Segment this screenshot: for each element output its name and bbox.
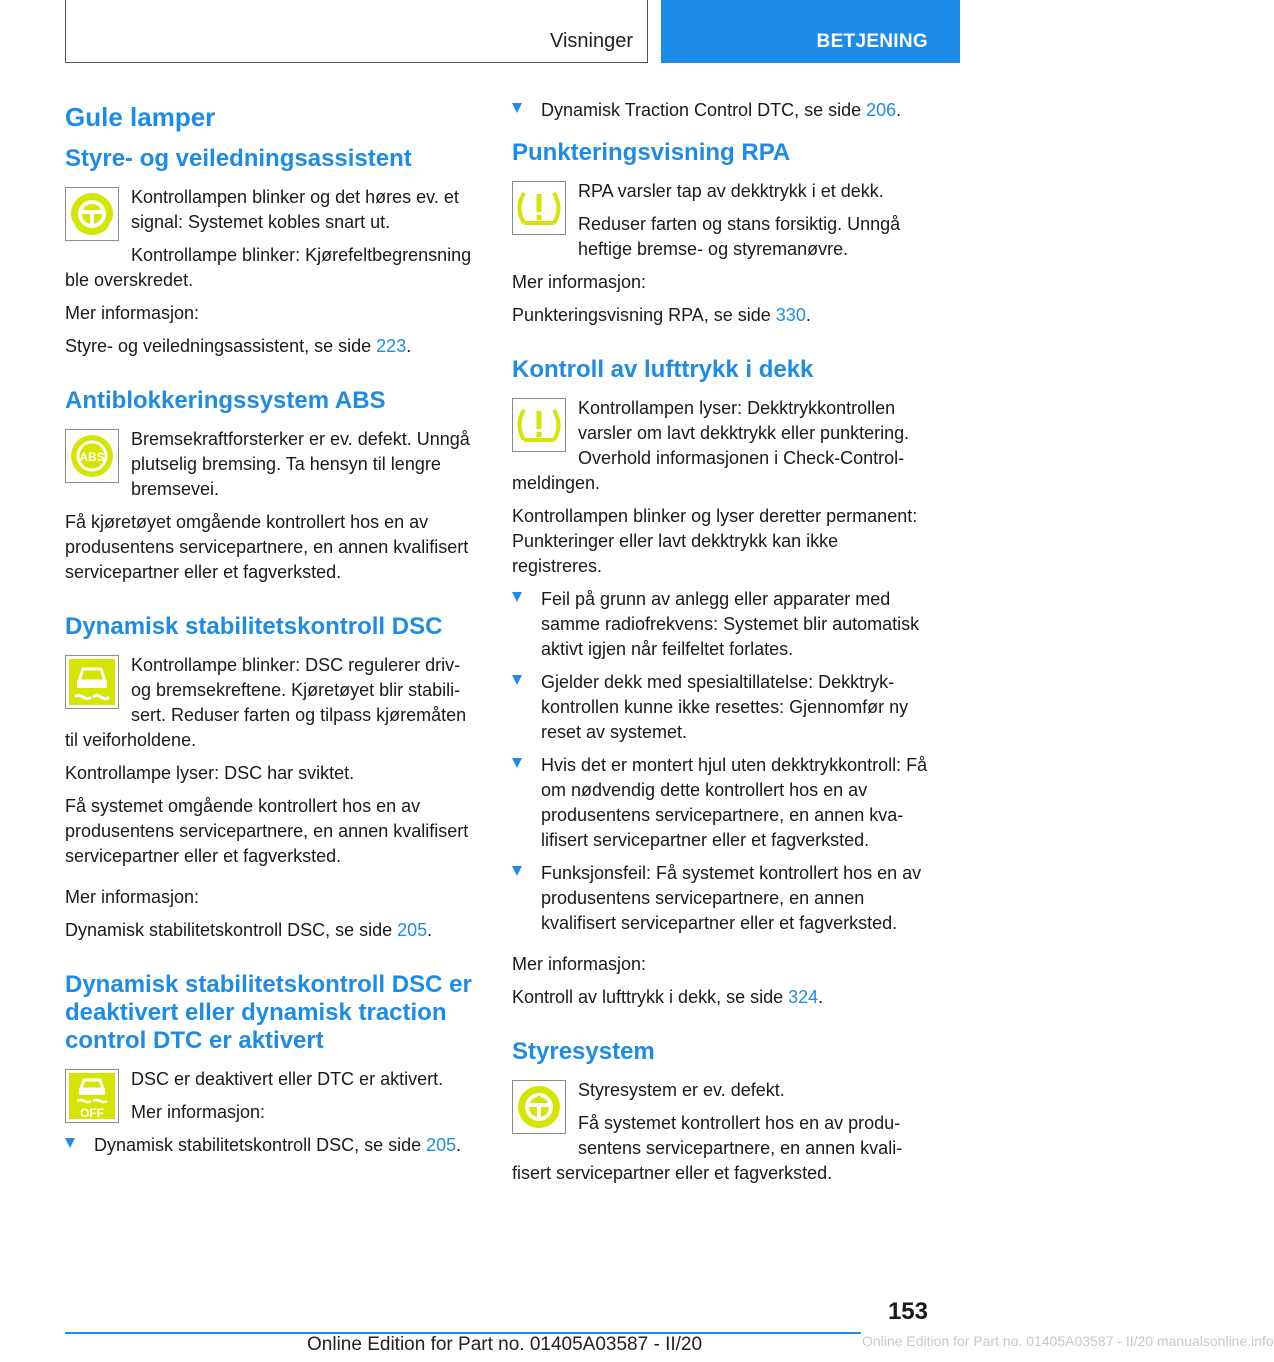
footer-edition: Online Edition for Part no. 01405A03587 - II/20 xyxy=(307,1334,703,1355)
section-heading: Dynamisk stabilitetskontroll DSC er deaktivert eller dynamisk traction control DTC er aktivert xyxy=(65,971,472,1054)
page-link[interactable]: 330 xyxy=(775,305,806,325)
section-heading: Kontroll av lufttrykk i dekk xyxy=(512,356,814,383)
paragraph: Kontrollampe lyser: DSC har sviktet. xyxy=(65,763,355,783)
right-column xyxy=(512,98,928,1214)
paragraph: RPA varsler tap av dekktrykk i et dekk. xyxy=(578,181,884,201)
section-dsc-off xyxy=(65,971,480,1158)
paragraph: Kontrollampe blinker: DSC regulerer driv- og bremsekreftene. Kjøretøyet blir stabilisert. Reduser farten og tilpass kjøremåten til veiforholdene. xyxy=(65,655,467,750)
steering-assist-icon xyxy=(65,187,119,241)
paragraph: Mer informasjon: xyxy=(512,272,647,292)
triangle-bullet-icon xyxy=(65,1138,75,1148)
paragraph: Få kjøretøyet omgående kontrollert hos en av produsentens servicepartnere, en annen kvalifisert servicepartner eller et fagverksted. xyxy=(65,512,469,582)
footer-watermark: Online Edition for Part no. 01405A03587 - II/20 manualsonline.info xyxy=(862,1333,1274,1349)
section-heading: Styre- og veiledningsassistent xyxy=(65,145,412,172)
triangle-bullet-icon xyxy=(512,592,522,602)
section-steering-assist xyxy=(65,145,480,359)
triangle-bullet-icon xyxy=(512,103,522,113)
header-visninger: Visninger xyxy=(549,30,633,52)
paragraph: Kontrollampen blinker og det høres ev. et signal: Systemet kobles snart ut. xyxy=(131,187,459,232)
paragraph: Mer informasjon: xyxy=(131,1102,266,1122)
paragraph: Kontrollampen lyser: Dekktrykkontrollen varsler om lavt dekktrykk eller punktering. Overhold informasjonen i Check-Control-meldingen. xyxy=(512,398,910,493)
left-column xyxy=(65,98,480,1186)
page-link[interactable]: 324 xyxy=(788,987,819,1007)
steering-icon xyxy=(512,1080,566,1134)
list-item: Funksjonsfeil: Få systemet kontrollert hos en av produsentens servicepartnere, en annen kvalifisert servicepartner eller et fagverksted. xyxy=(512,861,928,936)
list-item: Gjelder dekk med spesialtillatelse: Dekktrykkontrollen kunne ikke resettes: Gjennomfør ny reset av systemet. xyxy=(512,670,928,745)
section-abs xyxy=(65,387,480,585)
page-link[interactable]: 206 xyxy=(866,100,897,120)
section-tab xyxy=(661,0,960,63)
svg-text:ABS: ABS xyxy=(79,450,105,464)
list-item: Dynamisk Traction Control DTC, se side 206. xyxy=(512,98,928,123)
reference-list xyxy=(65,1133,480,1158)
tire-pressure-icon xyxy=(512,398,566,452)
paragraph: Få systemet kontrollert hos en av produsentens servicepartnere, en annen kvalifisert servicepartner eller et fagverksted. xyxy=(512,1113,903,1183)
paragraph: Styresystem er ev. defekt. xyxy=(578,1080,785,1100)
paragraph: DSC er deaktivert eller DTC er aktivert. xyxy=(131,1069,444,1089)
section-dsc xyxy=(65,613,480,943)
paragraph: Bremsekraftforsterker er ev. defekt. Unngå plutselig bremsing. Ta hensyn til lengre bremsevei. xyxy=(131,429,470,499)
paragraph: Reduser farten og stans forsiktig. Unngå heftige bremse- og styremanøvre. xyxy=(578,214,901,259)
paragraph: Kontroll av lufttrykk i dekk, se side 324. xyxy=(512,987,824,1007)
paragraph: Mer informasjon: xyxy=(65,887,200,907)
paragraph: Styre- og veiledningsassistent, se side 223. xyxy=(65,336,412,356)
triangle-bullet-icon xyxy=(512,866,522,876)
section-steering-system xyxy=(512,1038,928,1186)
abs-icon xyxy=(65,429,119,483)
list-item: Feil på grunn av anlegg eller apparater med samme radiofrekvens: Systemet blir automatisk aktivt igjen når feilfeltet forlates. xyxy=(512,587,928,662)
tire-pressure-icon xyxy=(512,181,566,235)
svg-text:OFF: OFF xyxy=(80,1106,104,1120)
dsc-off-icon xyxy=(65,1069,119,1123)
paragraph: Punkteringsvisning RPA, se side 330. xyxy=(512,305,811,325)
section-rpa xyxy=(512,139,928,328)
triangle-bullet-icon xyxy=(512,758,522,768)
section-heading: Styresystem xyxy=(512,1038,655,1065)
page-link[interactable]: 205 xyxy=(397,920,428,940)
paragraph: Mer informasjon: xyxy=(512,954,647,974)
section-heading: Antiblokkeringssystem ABS xyxy=(65,387,386,414)
page-title: Gule lamper xyxy=(65,102,216,132)
paragraph: Dynamisk stabilitetskontroll DSC, se side 205. xyxy=(65,920,433,940)
page-link[interactable]: 223 xyxy=(376,336,407,356)
header-box xyxy=(65,0,648,63)
bullet-list xyxy=(512,587,928,936)
triangle-bullet-icon xyxy=(512,675,522,685)
section-heading: Punkteringsvisning RPA xyxy=(512,139,791,166)
dsc-icon xyxy=(65,655,119,709)
section-tab-label: BETJENING xyxy=(816,31,928,52)
page-link[interactable]: 205 xyxy=(426,1135,457,1155)
paragraph: Mer informasjon: xyxy=(65,303,200,323)
paragraph: Kontrollampe blinker: Kjørefeltbegrensning ble overskredet. xyxy=(65,245,472,290)
paragraph: Få systemet omgående kontrollert hos en av produsentens servicepartnere, en annen kvalifisert servicepartner eller et fagverksted. xyxy=(65,796,469,866)
list-item: Hvis det er montert hjul uten dekktrykkontroll: Få om nødvendig dette kontrollert hos en av produsentens servicepartnere, en annen kvalifisert servicepartner eller et fagverksted. xyxy=(512,753,928,853)
reference-list xyxy=(512,98,928,123)
section-heading: Dynamisk stabilitetskontroll DSC xyxy=(65,613,443,640)
page-number: 153 xyxy=(887,1298,928,1325)
list-item: Dynamisk stabilitetskontroll DSC, se side 205. xyxy=(65,1133,480,1158)
paragraph: Kontrollampen blinker og lyser deretter permanent: Punkteringer eller lavt dekktrykk kan ikke registreres. xyxy=(512,506,918,576)
section-tire-pressure xyxy=(512,356,928,1010)
